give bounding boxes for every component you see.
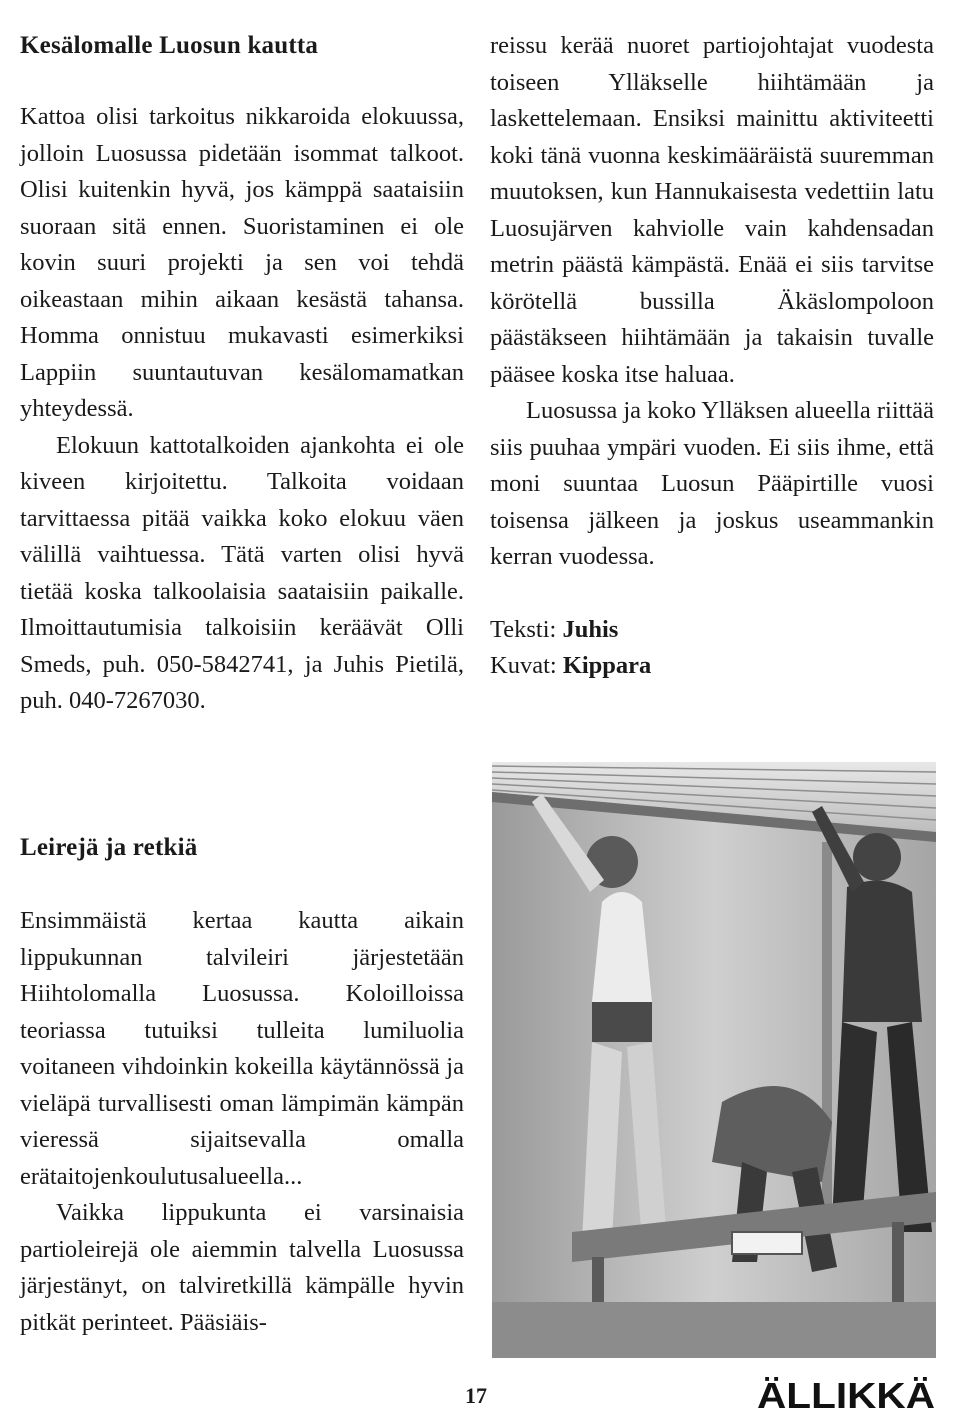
credits xyxy=(490,612,934,685)
body-paragraph: Luosussa ja koko Ylläksen alueella riittää siis puuhaa ympäri vuoden. Ei siis ihme, että moni suuntaa Luosun Pääpirtille vuosi toisensa jälkeen ja joskus useammankin kerran vuodessa. xyxy=(490,397,934,570)
right-column xyxy=(490,28,934,685)
body-paragraph: Vaikka lippukunta ei varsinaisia partioleirejä ole aiemmin talvella Luosussa järjestänyt, on talviretkillä kämpälle hyvin pitkät perinteet. Pääsiäis- xyxy=(20,1199,464,1336)
photo-image xyxy=(492,762,936,1358)
section-heading: Leirejä ja retkiä xyxy=(20,834,198,861)
body-paragraph: Elokuun kattotalkoiden ajankohta ei ole kiveen kirjoitettu. Talkoita voidaan tarvittaessa pitää vaikka koko elokuu väen välillä vaihtuessa. Tätä varten olisi hyvä tietää koska talkoolaisia saataisiin paikalle. Ilmoittautumisia talkoisiin keräävät Olli Smeds, puh. 050-5842741, ja Juhis Pietilä, puh. 040-7267030. xyxy=(20,431,464,714)
logo-icon xyxy=(757,1374,937,1414)
left-column-lower xyxy=(20,903,464,1341)
magazine-logo xyxy=(757,1374,937,1414)
credit-text xyxy=(490,612,934,649)
credit-name: Juhis xyxy=(562,615,619,643)
spacer xyxy=(20,64,464,99)
section-heading-wrap xyxy=(20,830,464,866)
credit-name: Kippara xyxy=(562,652,652,679)
logo-text: ÄLLIKKÄ xyxy=(757,1375,935,1414)
credit-label: Teksti: xyxy=(490,615,557,643)
credit-photo xyxy=(490,648,934,685)
section-heading: Kesälomalle Luosun kautta xyxy=(20,32,319,59)
page-number: 17 xyxy=(465,1383,487,1408)
credit-label: Kuvat: xyxy=(490,652,557,679)
body-paragraph: Ensimmäistä kertaa kautta aikain lippukunnan talvileiri järjestetään Hiihtolomalla Luosussa. Koloilloissa teoriassa tutuiksi tulleita lumiluolia voitaneen vihdoinkin kokeilla käytännössä ja vieläpä turvallisesti oman lämpimän kämpän vieressä sijaitsevalla omalla erätaitojenkoulutusalueella... xyxy=(20,907,464,1190)
body-paragraph: reissu kerää nuoret partiojohtajat vuodesta toiseen Ylläkselle hiihtämään ja laskettelemaan. Ensiksi mainittu aktiviteetti koki tänä vuonna keskimääräistä suuremman muutoksen, kun Hannukaisesta vedettiin latu Luosujärven kahviolle vain kahdensadan metrin päästä kämpästä. Enää ei siis tarvitse körötellä bussilla Äkäslompoloon päästäkseen hiihtämään ja takaisin tuvalle pääsee koska itse haluaa. xyxy=(490,32,934,388)
photo-illustration xyxy=(492,762,936,1358)
body-paragraph: Kattoa olisi tarkoitus nikkaroida elokuussa, jolloin Luosussa pidetään isommat talkoot. Olisi kuitenkin hyvä, jos kämppä saataisiin suoraan sitä ennen. Suoristaminen ei ole kovin suuri projekti ja sen voi tehdä oikeastaan mihin aikaan kesästä tahansa. Homma onnistuu mukavasti esimerkiksi Lappiin suuntautuvan kesälomamatkan yhteydessä. xyxy=(20,103,464,422)
left-column xyxy=(20,28,464,720)
